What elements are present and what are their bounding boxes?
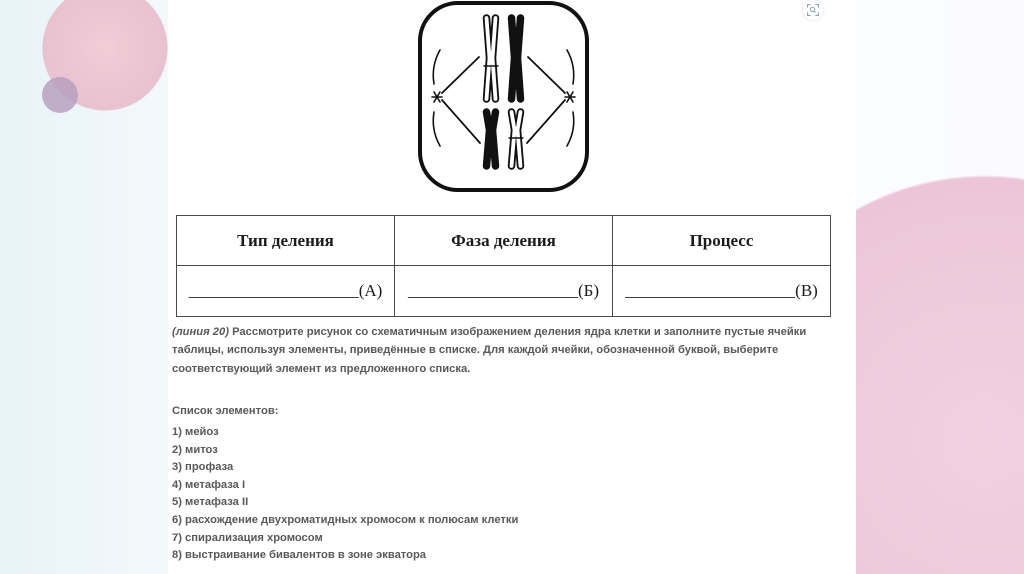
header-division-type: Тип деления bbox=[177, 216, 395, 266]
table-header-row bbox=[177, 216, 831, 266]
list-item: 8) выстраивание бивалентов в зоне экватора bbox=[172, 549, 427, 562]
decor-pink-circle-left bbox=[0, 0, 168, 130]
cell-division-diagram bbox=[410, 0, 600, 196]
task-line-label: (линия 20) bbox=[172, 326, 229, 338]
instruction-line-1 bbox=[172, 323, 806, 341]
zoom-icon bbox=[806, 3, 820, 17]
chromosome-black-upper bbox=[512, 18, 521, 99]
header-division-phase: Фаза деления bbox=[395, 216, 613, 266]
elements-list-title: Список элементов: bbox=[172, 405, 279, 417]
list-item: 1) мейоз bbox=[172, 426, 219, 438]
header-process: Процесс bbox=[613, 216, 831, 266]
list-item: 6) расхождение двухроматидных хромосом к полюсам клетки bbox=[172, 513, 519, 526]
instruction-line-3: соответствующий элемент из предложенного списка. bbox=[172, 362, 471, 375]
chromosome-white-upper bbox=[484, 18, 498, 99]
instruction-line-2: таблицы, используя элементы, приведённые в списке. Для каждой ячейки, обозначенной буквой, выберите bbox=[172, 344, 779, 357]
list-item: 4) метафаза I bbox=[172, 478, 246, 491]
list-item: 5) метафаза II bbox=[172, 496, 249, 509]
answer-cell-v: ____________________(В) bbox=[613, 266, 831, 317]
answer-cell-a: ____________________(А) bbox=[177, 266, 395, 317]
elements-list bbox=[172, 424, 518, 565]
zoom-button[interactable] bbox=[803, 0, 823, 20]
list-item: 2) митоз bbox=[172, 443, 218, 456]
decor-pink-circle-right bbox=[856, 0, 1024, 574]
answer-cell-b: ____________________(Б) bbox=[395, 266, 613, 317]
list-item: 7) спирализация хромосом bbox=[172, 531, 323, 544]
table-answer-row bbox=[177, 266, 831, 317]
list-item: 3) профаза bbox=[172, 461, 234, 474]
task-instruction bbox=[172, 323, 806, 378]
cell-outline bbox=[420, 3, 587, 190]
instruction-text-1: Рассмотрите рисунок со схематичным изображением деления ядра клетки и заполните пустые ячейки bbox=[228, 326, 807, 338]
decor-mauve-dot bbox=[42, 77, 78, 113]
answer-table bbox=[176, 215, 831, 317]
